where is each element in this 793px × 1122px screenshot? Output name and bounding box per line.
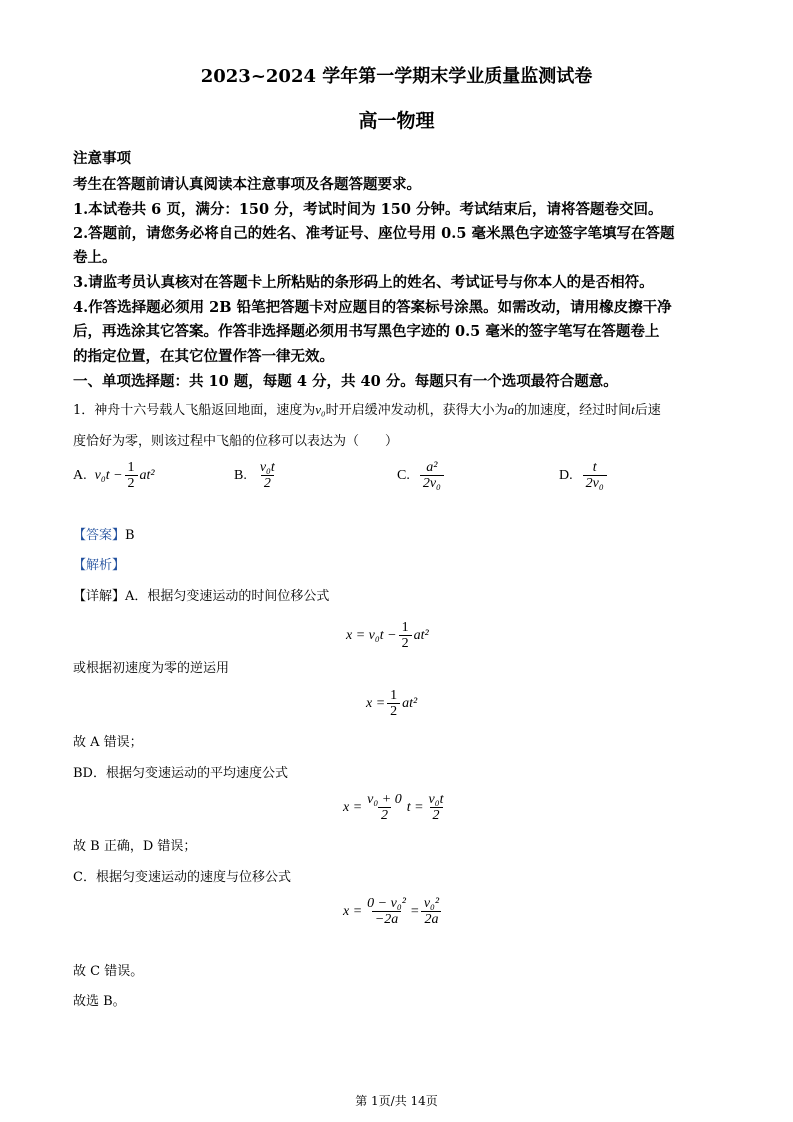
analysis-label: 【解析】: [73, 558, 126, 573]
answer-value: B: [125, 528, 135, 543]
detail-line-1: 【详解】A．根据匀变速运动的时间位移公式: [73, 589, 330, 604]
equation-1: x = v₀t − $\frac{1}{2}$ at²: [346, 620, 429, 651]
option-d: D. $\frac{t}{\text{2v₀}}$: [559, 460, 609, 491]
section-heading: 一、单项选择题：共 10 题，每题 4 分，共 40 分。每题只有一个选项最符合题意。: [73, 373, 618, 390]
symbol-t: t: [631, 402, 635, 417]
answer-line: [73, 524, 135, 543]
equation-4: x = $\frac{\text{0 − v₀²}}{-2a}$ = $\frac{\text{v₀²}}{2a}$: [343, 896, 444, 927]
notice-heading: 注意事项: [73, 150, 131, 167]
page-footer: 第 1页/共 14页: [355, 1094, 438, 1108]
notice-line-2a: 2.答题前，请您务必将自己的姓名、准考证号、座位号用 0.5 毫米黑色字迹签字笔填写在答题: [73, 225, 675, 242]
detail-line-7: 故 C 错误。: [73, 964, 144, 979]
symbol-v0: v₀: [315, 402, 326, 417]
detail-line-8: 故选 B。: [73, 994, 126, 1009]
notice-line-3: 3.请监考员认真核对在答题卡上所粘贴的条形码上的姓名、考试证号与你本人的是否相符。: [73, 274, 654, 291]
detail-line-3: 故 A 错误；: [73, 735, 143, 750]
detail-line-4: BD．根据匀变速运动的平均速度公式: [73, 766, 288, 781]
option-a: A. v₀t − $\frac{1}{2}$ at²: [73, 460, 155, 491]
exam-title: 2023~2024 学年第一学期末学业质量监测试卷: [200, 66, 593, 87]
detail-line-2: 或根据初速度为零的逆运用: [73, 661, 230, 676]
notice-line-4a: 4.作答选择题必须用 2B 铅笔把答题卡对应题目的答案标号涂黑。如需改动，请用橡皮擦干净: [73, 299, 672, 316]
detail-line-5: 故 B 正确，D 错误；: [73, 839, 197, 854]
notice-line-1: 1.本试卷共 6 页，满分：150 分，考试时间为 150 分钟。考试结束后，请将答题卷交回。: [73, 201, 663, 218]
symbol-a: a: [507, 402, 515, 417]
question-1-line-2: 度恰好为零，则该过程中飞船的位移可以表达为（ ）: [73, 434, 399, 449]
notice-intro: 考生在答题前请认真阅读本注意事项及各题答题要求。: [73, 176, 421, 193]
question-1-line-1: 1．神舟十六号载人飞船返回地面，速度为v₀时开启缓冲发动机，获得大小为a的加速度，经过时间t后速: [73, 402, 661, 418]
subject-title: 高一物理: [358, 110, 435, 132]
answer-label: 【答案】: [73, 528, 126, 543]
notice-line-4b: 后，再选涂其它答案。作答非选择题必须用书写黑色字迹的 0.5 毫米的签字笔写在答题卷上: [73, 323, 660, 340]
notice-line-2b: 卷上。: [73, 249, 117, 266]
equation-2: x = $\frac{1}{2}$ at²: [366, 688, 418, 719]
option-b: B. $\frac{\text{v₀t}}{2}$: [234, 460, 275, 491]
notice-line-4c: 的指定位置，在其它位置作答一律无效。: [73, 348, 334, 365]
equation-3: x = $\frac{\text{v₀ + 0}}{2}$ t = $\frac{\text{v₀t}}{2}$: [343, 792, 444, 823]
detail-line-6: C．根据匀变速运动的速度与位移公式: [73, 870, 291, 885]
option-c: C. $\frac{\text{a²}}{\text{2v₀}}$: [397, 460, 446, 491]
